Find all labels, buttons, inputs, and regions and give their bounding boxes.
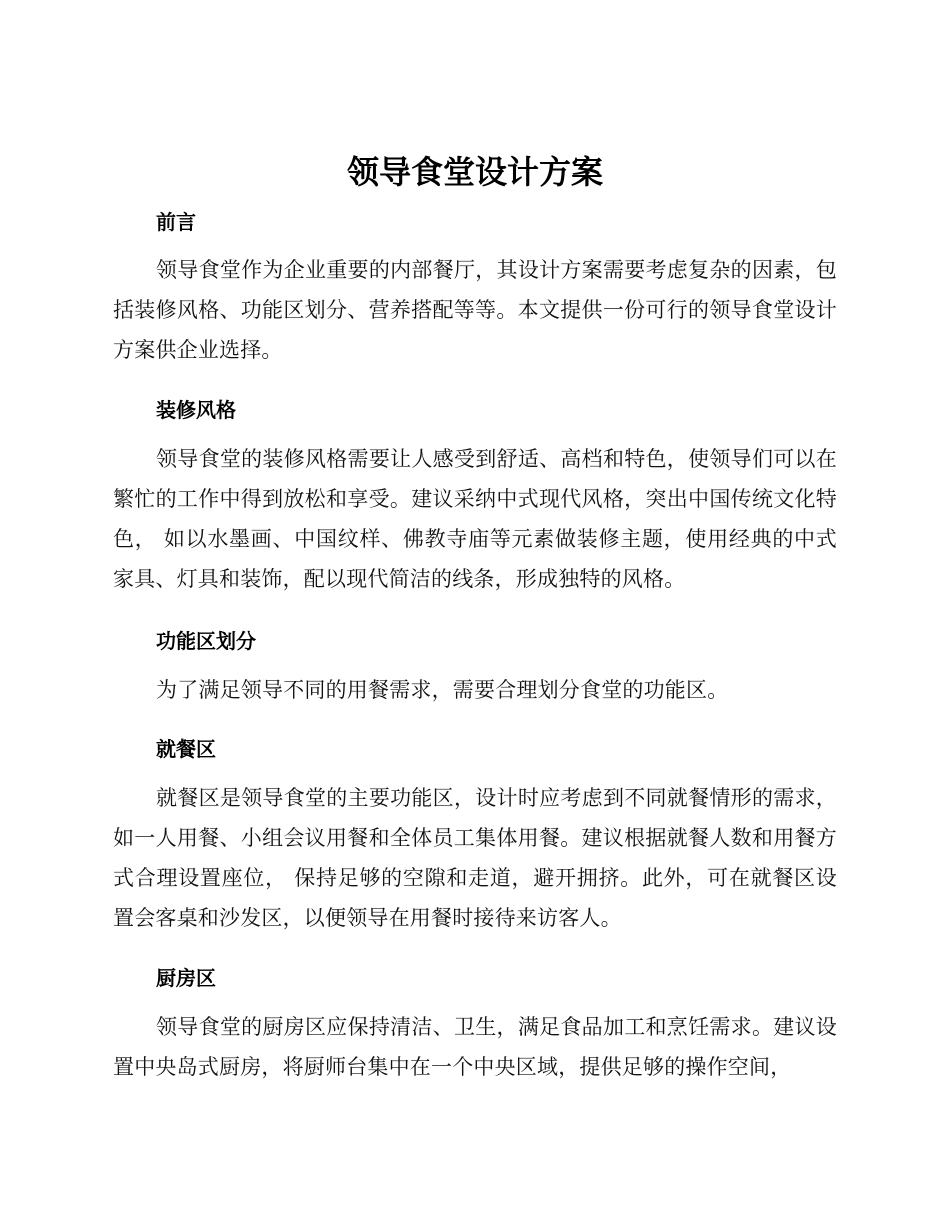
section-heading-kitchen-area: 厨房区 [156, 966, 216, 990]
section-paragraph-preface: 领导食堂作为企业重要的内部餐厅，其设计方案需要考虑复杂的因素，包括装修风格、功能区划分、营养搭配等等。本文提供一份可行的领导食堂设计方案供企业选择。 [113, 258, 837, 362]
section-paragraph-functional-zones: 为了满足领导不同的用餐需求，需要合理划分食堂的功能区。 [156, 678, 729, 702]
document-title: 领导食堂设计方案 [346, 153, 603, 191]
section-paragraph-decoration-style: 领导食堂的装修风格需要让人感受到舒适、高档和特色，使领导们可以在繁忙的工作中得到放松和享受。建议采纳中式现代风格，突出中国传统文化特色， 如以水墨画、中国纹样、佛教寺庙等元素做装修主题，使用经典的中式家具、灯具和装饰，配以现代简洁的线条，形成独特的风格。 [113, 447, 837, 591]
document-body [113, 198, 837, 1087]
section-heading-dining-area: 就餐区 [156, 737, 216, 761]
section-paragraph-kitchen-area: 领导食堂的厨房区应保持清洁、卫生，满足食品加工和烹饪需求。建议设置中央岛式厨房，将厨师台集中在一个中央区域，提供足够的操作空间， [113, 1015, 837, 1079]
section-heading-decoration-style: 装修风格 [156, 398, 236, 422]
section-heading-preface: 前言 [156, 210, 196, 234]
section-paragraph-dining-area: 就餐区是领导食堂的主要功能区，设计时应考虑到不同就餐情形的需求，如一人用餐、小组会议用餐和全体员工集体用餐。建议根据就餐人数和用餐方式合理设置座位， 保持足够的空隙和走道，避开拥挤。此外，可在就餐区设置会客桌和沙发区，以便领导在用餐时接待来访客人。 [113, 786, 837, 930]
section-heading-functional-zones: 功能区划分 [156, 629, 256, 653]
